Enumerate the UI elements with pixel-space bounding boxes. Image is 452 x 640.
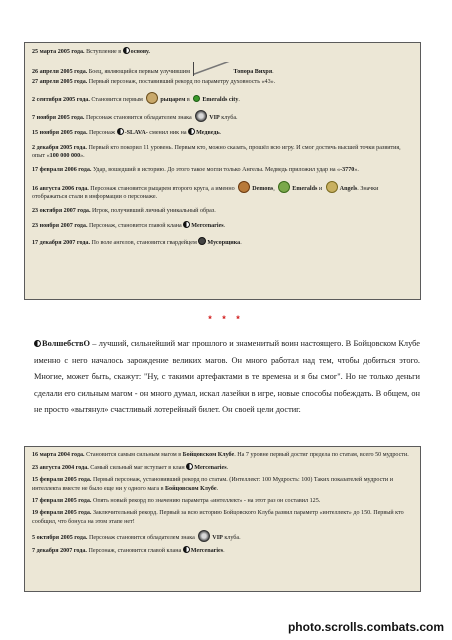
entry-date: 19 февраля 2005 года. xyxy=(32,510,92,517)
entry xyxy=(32,530,414,543)
entry-bold: Топора Вихря xyxy=(233,69,273,76)
entry-date: 7 ноября 2005 года. xyxy=(32,115,85,122)
section-separator: * * * xyxy=(208,314,244,324)
entry-date: 17 февраля 2005 года. xyxy=(32,498,92,505)
entry-text: Заключительный рекорд. Первый за всю историю Бойцовского Клуба развил параметр «интеллект» до 150. Первый кто сообщил, что бонуса на этом этапе нет! xyxy=(32,510,404,525)
entry xyxy=(32,166,414,175)
entry-date: 16 марта 2004 года. xyxy=(32,452,85,458)
entry-text: и xyxy=(317,185,324,192)
entry-bold: Mercenaries xyxy=(191,223,224,230)
emerald-city-icon xyxy=(193,95,200,102)
entry-text: . Значки отображаться стали в информации о персонаже. xyxy=(32,185,379,201)
entry-text: Опять новый рекорд по значению параметра «интеллект» - на этот раз он составил 125. xyxy=(91,498,321,505)
entry-text: Вступление в xyxy=(84,49,123,55)
entry-text: ». xyxy=(80,153,85,160)
entry-date: 15 февраля 2005 года. xyxy=(32,477,92,484)
entry-bold: Emeralds city xyxy=(202,96,239,103)
entry-text: Первый персонаж, установивший рекорд по статам. (Интеллект: 100 Мудрость: 100) Таких показателей мудрости и интеллекта вместе не было еще ни у одного мага в xyxy=(32,477,393,492)
entry-text: . xyxy=(240,239,242,246)
entry-text: Первый кто покорил 11 уровень. Первым кто, можно сказать, прошёл всю игру. И смог достичь высшей точки развития, опыт « xyxy=(32,144,401,160)
entry-text: Персонаж становится обладателем знака xyxy=(84,115,194,122)
entry-date: 15 ноября 2005 года. xyxy=(32,130,88,137)
clan-yin-yang-icon xyxy=(34,340,41,347)
entry-bold: VIP xyxy=(209,115,220,122)
entry xyxy=(32,463,414,473)
entry-text: Персонаж, становится главой клана xyxy=(87,223,184,230)
entry-date: 5 октября 2005 года. xyxy=(32,535,88,542)
entry-text: сменил ник на xyxy=(147,130,189,137)
entry-text: Удар, вошедший в историю. До этого такое могли только Ангелы. Медведь приложил удар на « xyxy=(91,167,341,174)
entry xyxy=(32,451,414,460)
entry-date: 2 сентября 2005 года. xyxy=(32,96,90,103)
entry xyxy=(32,128,414,138)
clan-yin-yang-icon xyxy=(117,128,124,135)
watermark: photo.scrolls.combats.com xyxy=(287,620,444,634)
entry-date: 7 декабря 2007 года. xyxy=(32,548,87,555)
entry-text: Персонаж xyxy=(87,130,117,137)
entry-text: Самый сильный маг вступает в клан xyxy=(88,465,187,472)
character-name: ВолшебствО xyxy=(42,339,91,348)
entry-text: . xyxy=(223,548,225,555)
entry-text: . xyxy=(238,96,240,103)
entry-text: По воле ангелов, становится гвардейцем xyxy=(89,239,199,246)
entry xyxy=(32,221,414,231)
entry-bold: VIP xyxy=(212,535,223,542)
entry-text: Становится самым сильным магом в xyxy=(84,452,183,458)
entry xyxy=(32,207,414,216)
entry-text: клуба. xyxy=(222,535,241,542)
clan-yin-yang-icon xyxy=(188,128,195,135)
entry-bold: Бойцовском Клубе xyxy=(165,485,217,492)
entry-text: Игрок, получивший личный уникальный образ. xyxy=(90,208,216,215)
entry-date: 17 декабря 2007 года. xyxy=(32,239,90,246)
entry-bold: 100 000 000 xyxy=(49,153,81,160)
entry-text: в xyxy=(185,96,192,103)
entry-date: 23 августа 2004 года. xyxy=(32,465,89,472)
entry-text: клуба. xyxy=(219,115,238,122)
vip-badge-icon xyxy=(198,530,210,542)
entry-bold: Demons xyxy=(252,185,274,192)
achievements-box-top xyxy=(24,42,421,300)
entry xyxy=(32,78,414,87)
achievements-box-bottom xyxy=(24,446,421,592)
entry-date: 23 ноября 2007 года. xyxy=(32,223,88,230)
entry-text: . xyxy=(272,69,274,76)
entry xyxy=(32,144,414,161)
vip-badge-icon xyxy=(195,110,207,122)
entry-date: 17 февраля 2006 года. xyxy=(32,167,92,174)
paragraph-text: – лучший, сильнейший маг прошлого и знаменитый воин настоящего. В Бойцовском Клубе именно с него началось зарождение великих магов. Он много работал над тем, чтобы добиться этого. Многие, может быть, скажут: "Ну, с такими артефактами в те времена и я бы смог". Но не только деньги сделали его сильным магом - он много думал, искал лазейки в игре, новые способы побеждать. В общем, он не просто «вытянул» счастливый лотерейный билет. Он своей цели достиг. xyxy=(34,339,420,415)
entry-bold: -SLAVA- xyxy=(124,130,148,137)
entry-text: ». xyxy=(354,167,359,174)
angels-icon xyxy=(326,181,338,193)
intro-paragraph xyxy=(34,336,420,419)
entry-date: 2 декабря 2005 года. xyxy=(32,144,87,151)
clan-yin-yang-icon xyxy=(186,463,193,470)
entry xyxy=(32,476,414,493)
entry-bold: Мусорщика xyxy=(207,239,241,246)
entry xyxy=(32,237,414,248)
entry xyxy=(32,47,414,57)
entry xyxy=(32,92,414,105)
entry-date: 23 октября 2007 года. xyxy=(32,208,91,215)
entry-date: 16 августа 2006 года. xyxy=(32,185,89,192)
demons-icon xyxy=(238,181,250,193)
entry xyxy=(32,110,414,123)
entry-bold: Mercenaries xyxy=(194,465,227,472)
entry-text: . xyxy=(216,485,219,492)
entry-text: , xyxy=(273,185,277,192)
entry-bold: Mercenaries xyxy=(190,548,224,555)
entry-bold: Бойцовском Клубе xyxy=(182,452,235,458)
entry xyxy=(32,509,414,526)
entry-text: Становится первым xyxy=(89,96,145,103)
knight-icon xyxy=(146,92,158,104)
emeralds-icon xyxy=(278,181,290,193)
clan-yin-yang-icon xyxy=(183,221,190,228)
entry xyxy=(32,546,414,556)
entry-text: Персонаж, становится главой клана xyxy=(86,548,183,555)
entry-text: Персонаж становится рыцарем второго круга, а именно xyxy=(88,185,237,192)
entry-text: Первый персонаж, поставивший рекорд по параметру духовность «43». xyxy=(87,78,276,85)
entry-bold: Angels xyxy=(339,185,358,192)
clan-yin-yang-icon xyxy=(183,546,190,553)
entry-text: Персонаж становится обладателем знака xyxy=(87,535,197,542)
entry-text: . xyxy=(226,465,229,472)
entry-bold: -3770 xyxy=(340,167,355,174)
clan-yin-yang-icon xyxy=(123,47,130,54)
entry-text: . На 7 уровне первый достиг предела по статам, всего 50 мудрости. xyxy=(234,452,409,458)
guard-icon xyxy=(198,237,206,245)
entry xyxy=(32,62,414,77)
entry-bold: Emeralds xyxy=(292,185,318,192)
entry-text: . xyxy=(223,223,226,230)
entry-date: 26 апреля 2005 года. xyxy=(32,69,88,76)
entry-text: Боец, являющийся первым улучившим xyxy=(87,69,192,76)
entry-date: 25 марта 2005 года. xyxy=(32,49,85,55)
entry-bold: рыцарем xyxy=(160,96,186,103)
entry-text: . xyxy=(219,130,222,137)
entry-date: 27 апреля 2005 года. xyxy=(32,78,88,85)
axe-item-icon xyxy=(193,62,231,76)
entry xyxy=(32,497,414,506)
entry-bold: основу. xyxy=(130,49,150,55)
entry-bold: Медведь xyxy=(196,130,220,137)
entry xyxy=(32,181,414,202)
